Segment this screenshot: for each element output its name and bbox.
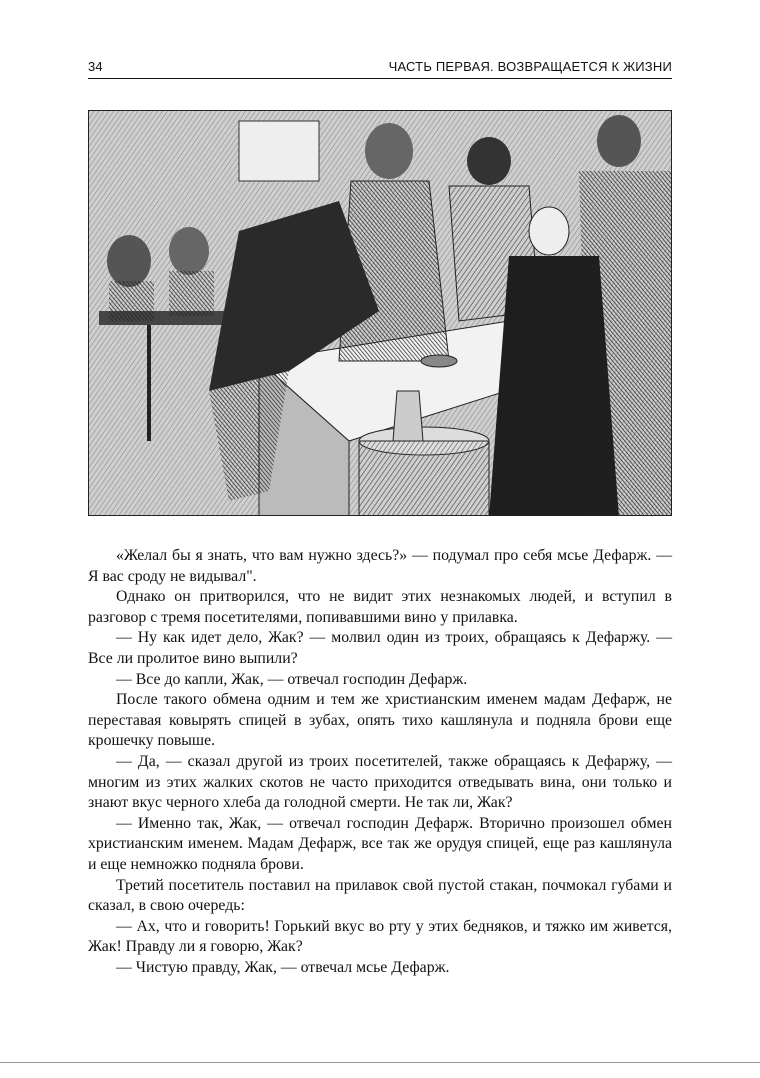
paragraph: — Чистую правду, Жак, — отвечал мсье Дефарж. [116, 958, 450, 976]
engraving-illustration [88, 110, 672, 516]
bottom-divider [0, 1062, 760, 1063]
tavern-scene-drawing [89, 111, 672, 516]
paragraph: Третий посетитель поставил на прилавок свой пустой стакан, почмокал губами и сказал, в свою очередь: [88, 876, 672, 915]
running-head: ЧАСТЬ ПЕРВАЯ. ВОЗВРАЩАЕТСЯ К ЖИЗНИ [388, 59, 672, 74]
paragraph: — Все до капли, Жак, — отвечал господин Дефарж. [116, 670, 468, 688]
paragraph: После такого обмена одним и тем же христианским именем мадам Дефарж, не переставая ковырять спицей в зубах, опять тихо кашлянула и подняла брови еще крошечку повыше. [88, 691, 672, 750]
paragraph: «Желал бы я знать, что вам нужно здесь?» — подумал про себя мсье Дефарж. — Я вас сроду не видывал". [88, 547, 672, 585]
paragraph: — Именно так, Жак, — отвечал господин Дефарж. Вторично произошел обмен христианским именем. Мадам Дефарж, все так же орудуя спицей, еще раз кашлянула и еще немножко подняла брови. [88, 814, 672, 873]
page-header [88, 56, 672, 79]
barrel [359, 441, 489, 516]
paragraph: — Да, — сказал другой из троих посетителей, также обращаясь к Дефаржу, — многим из этих жалких скотов не часто приходится отведывать вина, они только и знают вкус черного хлеба да голодной смерти. Не так ли, Жак? [88, 752, 672, 812]
paragraph: Однако он притворился, что не видит этих незнакомых людей, и вступил в разговор с тремя посетителями, попивавшими вино у прилавка. [88, 588, 672, 626]
page-number: 34 [88, 59, 103, 74]
body-text [88, 546, 672, 978]
paragraph: — Ах, что и говорить! Горький вкус во рту у этих бедняков, и тяжко им живется, Жак! Правду ли я говорю, Жак? [88, 917, 672, 956]
paragraph: — Ну как идет дело, Жак? — молвил один из троих, обращаясь к Дефаржу. — Все ли пролитое вино выпили? [88, 629, 672, 667]
